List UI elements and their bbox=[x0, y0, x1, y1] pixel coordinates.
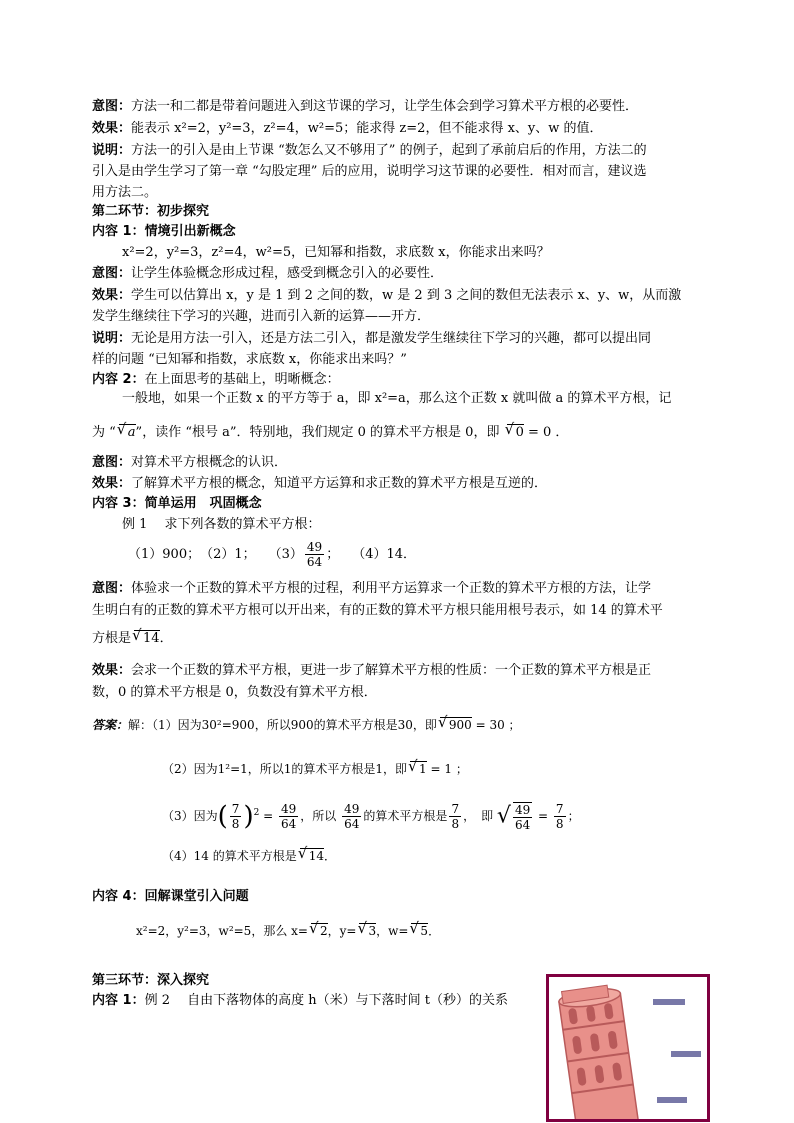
answer-line-3: （3）因为( $\frac{7}{8}$ )$^2$ = $\frac{49}{64}$ ，所以 $\frac{49}{64}$ 的算术平方根是 $\frac{7}{8}$ ， 即 √ $\frac{49}{64}$ = $\frac{7}{8}$ ； bbox=[162, 801, 580, 832]
content1-heading: 内容 1：情境引出新概念 bbox=[92, 224, 236, 239]
content1-question: x²=2，y²=3，z²=4，w²=5，已知幂和指数，求底数 x，你能求出来吗？ bbox=[122, 245, 550, 260]
content1-example2: 内容 1：例 2 自由下落物体的高度 h（米）与下落时间 t（秒）的关系 bbox=[92, 993, 508, 1008]
content1-note-2: 样的问题 “已知幂和指数，求底数 x，你能求出来吗？” bbox=[92, 352, 407, 367]
tower-image bbox=[549, 977, 707, 1119]
intent-line: 意图：方法一和二都是带着问题进入到这节课的学习，让学生体会到学习算术平方根的必要性． bbox=[92, 99, 639, 114]
example1-title: 例 1 求下列各数的算术平方根： bbox=[122, 517, 321, 532]
content1-intent: 意图：让学生体验概念形成过程，感受到概念引入的必要性． bbox=[92, 266, 444, 281]
section-heading-3: 第三环节：深入探究 bbox=[92, 973, 210, 988]
sqrt-zero: √ 0 bbox=[507, 424, 524, 440]
content2-intent: 意图：对算术平方根概念的认识． bbox=[92, 455, 288, 470]
section-heading-2: 第二环节：初步探究 bbox=[92, 204, 210, 219]
content4-answer: x²=2，y²=3，w²=5，那么 x=√ 2，y=√ 3，w=√ 5． bbox=[136, 922, 440, 940]
answer-line-4: （4）14 的算术平方根是√ 14． bbox=[162, 847, 336, 865]
answer-line-2: （2）因为1²=1，所以1的算术平方根是1，即√ 1 = 1 ； bbox=[162, 760, 468, 778]
leaning-tower-illustration bbox=[546, 974, 710, 1122]
note-line-1: 说明：方法一的引入是由上节课 “数怎么又不够用了” 的例子，起到了承前启后的作用，方法二的 bbox=[92, 143, 647, 158]
definition-line-2: 为 “√ a”，读作 “根号 a”．特别地，我们规定 0 的算术平方根是 0，即 √ 0 = 0 ． bbox=[92, 424, 568, 442]
content1-note-1: 说明：无论是用方法一引入，还是方法二引入，都是激发学生继续往下学习的兴趣，都可以提出同 bbox=[92, 331, 652, 346]
content2-effect: 效果：了解算术平方根的概念，知道平方运算和求正数的算术平方根是互逆的． bbox=[92, 476, 548, 491]
note-line-3: 用方法二。 bbox=[92, 185, 158, 200]
definition-line-1: 一般地，如果一个正数 x 的平方等于 a，即 x²=a，那么这个正数 x 就叫做 a 的算术平方根，记 bbox=[122, 391, 672, 406]
sqrt-a: √ a bbox=[119, 424, 136, 440]
content3-intent-3: 方根是√ 14． bbox=[92, 630, 173, 648]
content2-line: 内容 2：在上面思考的基础上，明晰概念： bbox=[92, 372, 340, 387]
answer-line-1: 答案：解：（1）因为30²=900，所以900的算术平方根是30，即√ 900 = 30 ； bbox=[92, 716, 521, 734]
content3-heading: 内容 3：简单运用 巩固概念 bbox=[92, 496, 262, 511]
effect-line: 效果：能表示 x²=2，y²=3，z²=4，w²=5；能求得 z=2，但不能求得 x、y、w 的值． bbox=[92, 121, 603, 136]
note-line-2: 引入是由学生学习了第一章 “勾股定理” 后的应用，说明学习这节课的必要性．相对而言，建议选 bbox=[92, 164, 647, 179]
content3-intent-2: 生明白有的正数的算术平方根可以开出来，有的正数的算术平方根只能用根号表示，如 14 的算术平 bbox=[92, 603, 663, 618]
content3-effect-2: 数，0 的算术平方根是 0，负数没有算术平方根． bbox=[92, 685, 377, 700]
content3-effect-1: 效果：会求一个正数的算术平方根，更进一步了解算术平方根的性质：一个正数的算术平方根是正 bbox=[92, 663, 652, 678]
content4-heading: 内容 4：回解课堂引入问题 bbox=[92, 889, 249, 904]
content3-intent-1: 意图：体验求一个正数的算术平方根的过程，利用平方运算求一个正数的算术平方根的方法，让学 bbox=[92, 581, 652, 596]
content1-effect-1: 效果：学生可以估算出 x，y 是 1 到 2 之间的数，w 是 2 到 3 之间的数但无法表示 x、y、w，从而激 bbox=[92, 288, 682, 303]
example1-items: （1）900； （2）1； （3） $\frac{49}{64}$ ； （4）14． bbox=[128, 540, 417, 569]
content1-effect-2: 发学生继续往下学习的兴趣，进而引入新的运算——开方． bbox=[92, 309, 431, 324]
